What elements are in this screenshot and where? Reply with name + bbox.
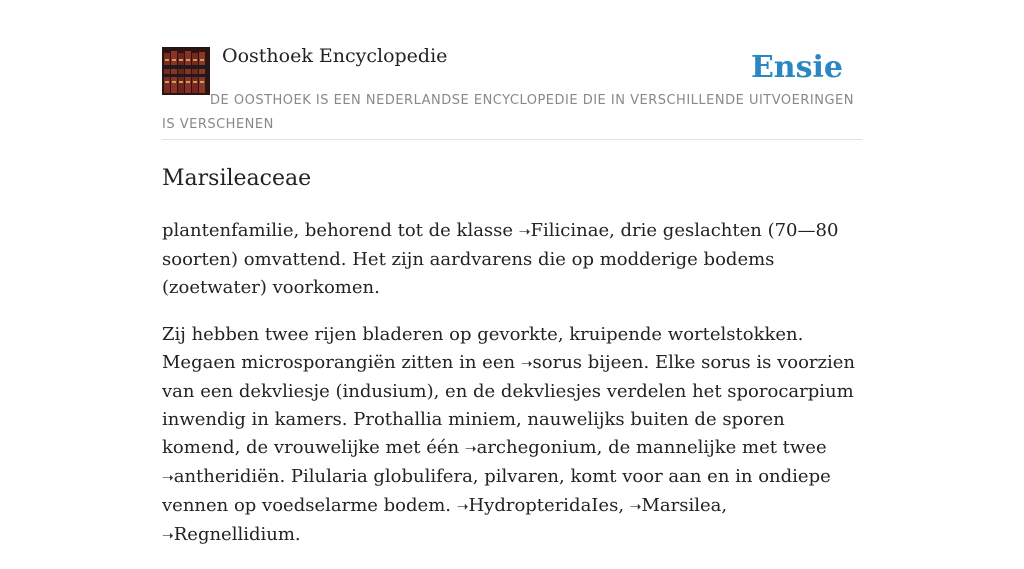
paragraph-text: Zij hebben twee rijen bladeren op gevorkte, kruipende wortelstokken. Megaen microsporangiën zitten in een: [162, 324, 804, 373]
article-body: [162, 217, 862, 550]
arrow-right-icon: ➝: [456, 499, 469, 515]
publication-name-link[interactable]: Oosthoek Encyclopedie: [222, 45, 448, 67]
xref-link-label: archegonium: [476, 437, 597, 458]
arrow-right-icon: ➝: [464, 441, 477, 457]
xref-link-sorus[interactable]: [521, 352, 582, 373]
xref-link-filicinae[interactable]: [519, 220, 609, 241]
article-paragraph: [162, 321, 862, 550]
arrow-right-icon: ➝: [629, 499, 642, 515]
xref-link-archegonium[interactable]: [465, 437, 597, 458]
paragraph-text: plantenfamilie, behorend tot de klasse: [162, 220, 519, 241]
paragraph-text: ,: [618, 495, 630, 516]
arrow-right-icon: ➝: [162, 470, 174, 486]
site-header: [162, 0, 862, 140]
paragraph-text: , de mannelijke met twee: [596, 437, 827, 458]
paragraph-text: bijeen. Elke sorus is voorzien van een dekvliesje (indusium), en de dekvliesjes verdelen het sporocarpium inwendig in kamers. Prothallia miniem, nauwelijks buiten de sporen komend, de vrouwelijke met één: [162, 352, 856, 458]
paragraph-text: . Pilularia globulifera, pilvaren, komt voor aan en in ondiepe vennen op voedselarme bodem.: [162, 466, 831, 516]
xref-link-label: antheridiën: [173, 466, 280, 487]
xref-link-regnellidium[interactable]: [162, 524, 295, 545]
xref-link-label: sorus: [532, 352, 583, 373]
article: [162, 165, 862, 550]
article-paragraph: [162, 217, 862, 302]
arrow-right-icon: ➝: [520, 356, 533, 372]
paragraph-text: ,: [721, 495, 728, 516]
encyclopedia-books-icon: [162, 47, 210, 95]
xref-link-label: HydropteridaIes: [468, 495, 619, 516]
content-column: [162, 0, 862, 569]
xref-link-label: Marsilea: [641, 495, 722, 516]
article-title: Marsileaceae: [162, 166, 312, 191]
paragraph-text: .: [294, 524, 301, 545]
publication-tagline: DE OOSTHOEK IS EEN NEDERLANDSE ENCYCLOPEDIE DIE IN VERSCHILLENDE UITVOERINGEN IS VERSCHENEN: [162, 93, 854, 132]
publication-avatar[interactable]: [162, 47, 210, 95]
arrow-right-icon: ➝: [162, 528, 174, 544]
xref-link-marsilea[interactable]: [630, 495, 722, 516]
arrow-right-icon: ➝: [518, 224, 531, 240]
brand-logo-link[interactable]: Ensie: [750, 50, 843, 85]
xref-link-hydropteridales[interactable]: [457, 495, 619, 516]
xref-link-label: Filicinae: [530, 220, 610, 241]
xref-link-antheridien[interactable]: [162, 466, 279, 487]
paragraph-text: , drie geslachten (70—80 soorten) omvattend. Het zijn aardvarens die op modderige bodems (zoetwater) voorkomen.: [162, 220, 839, 298]
xref-link-label: Regnellidium: [173, 524, 295, 545]
